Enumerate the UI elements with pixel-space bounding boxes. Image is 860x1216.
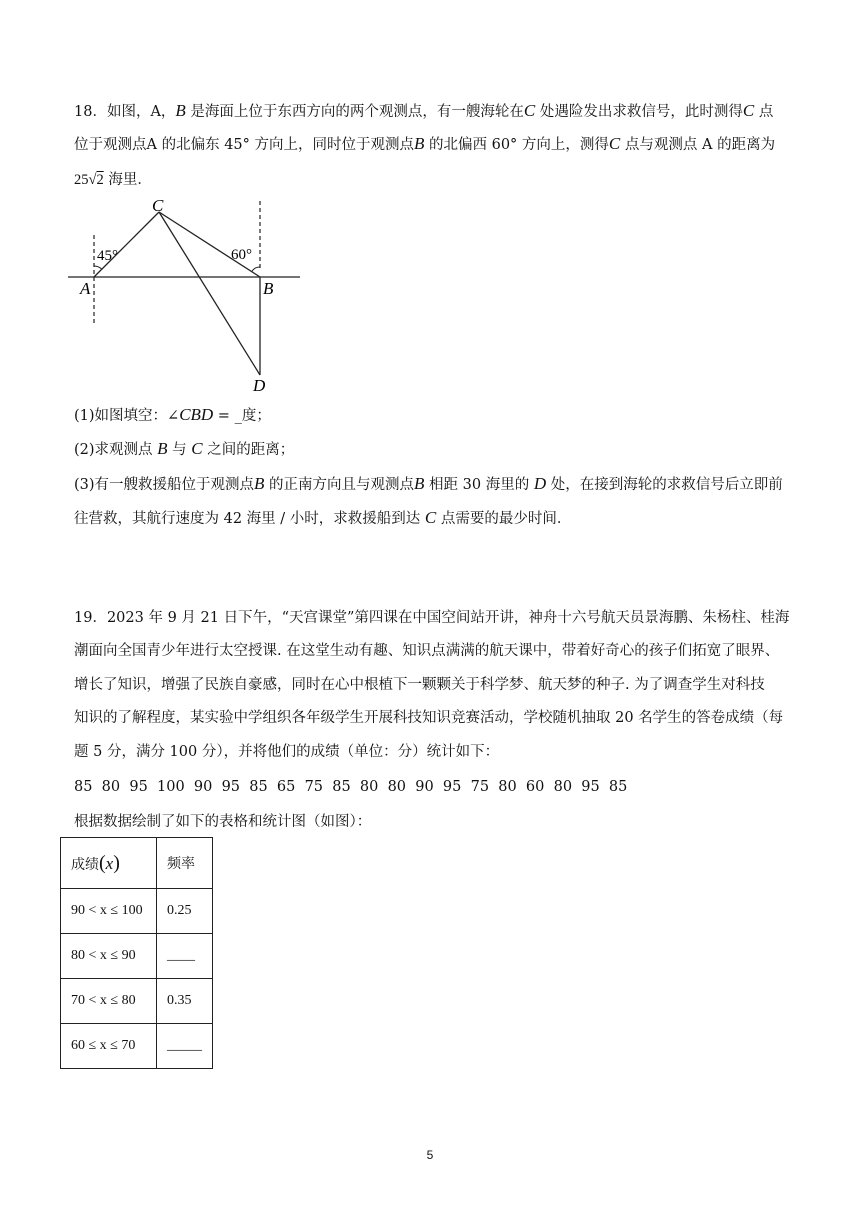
q18-sub-3-line-2: 往营救，其航行速度为 42 海里 / 小时，求救援船到达 C 点需要的最少时间． <box>74 508 572 527</box>
range-cell: 60 ≤ x ≤ 70 <box>61 1024 157 1069</box>
range-cell: 90 < x ≤ 100 <box>61 889 157 934</box>
q19-paragraph-line-5: 题 5 分，满分 100 分），并将他们的成绩（单位：分）统计如下： <box>74 744 500 760</box>
q19-paragraph-line-6: 根据数据绘制了如下的表格和统计图（如图）： <box>74 814 372 830</box>
range-cell: 70 < x ≤ 80 <box>61 979 157 1024</box>
q18-line-3: 25√2 海里． <box>74 172 152 188</box>
frequency-cell: ____ <box>157 934 213 979</box>
table-row <box>61 934 213 979</box>
frequency-cell: 0.25 <box>157 889 213 934</box>
angle-arc-b <box>252 267 260 272</box>
segment-cd <box>159 212 260 375</box>
q18-sub-1: (1)如图填空：∠CBD = _度； <box>74 405 271 424</box>
table-row <box>61 979 213 1024</box>
q18-line-2: 位于观测点A 的北偏东 45° 方向上，同时位于观测点B 的北偏西 60° 方向上，测得C 点与观测点 A 的距离为 <box>74 134 776 153</box>
sqrt-sign: √ <box>88 172 97 188</box>
q19-paragraph-line-1: 19．2023 年 9 月 21 日下午，“天宫课堂”第四课在中国空间站开讲，神舟十六号航天员景海鹏、朱杨柱、桂海 <box>74 610 790 626</box>
page-number: 5 <box>426 1148 434 1162</box>
segment-ac <box>94 212 159 277</box>
q19-paragraph-line-3: 增长了知识，增强了民族自豪感，同时在心中根植下一颗颗关于科学梦、航天梦的种子. 为了调查学生对科技 <box>74 677 765 693</box>
q19-paragraph-line-4: 知识的了解程度，某实验中学组织各年级学生开展科技知识竞赛活动，学校随机抽取 20 名学生的答卷成绩（每 <box>74 710 784 726</box>
table-row <box>61 889 213 934</box>
q19-paragraph-line-2: 潮面向全国青少年进行太空授课. 在这堂生动有趣、知识点满满的航天课中，带着好奇心的孩子们拓宽了眼界、 <box>74 643 780 659</box>
geometry-diagram <box>60 195 310 395</box>
label-d: D <box>253 376 266 395</box>
label-a: A <box>80 279 91 298</box>
q18-sub-3-line-1: (3)有一艘救援船位于观测点B 的正南方向且与观测点B 相距 30 海里的 D 处，在接到海轮的求救信号后立即前 <box>74 474 783 493</box>
q18-sub-2: (2)求观测点 B 与 C 之间的距离； <box>74 439 295 458</box>
segment-cb <box>159 212 260 277</box>
label-b: B <box>263 279 274 298</box>
table-header-row <box>61 838 213 889</box>
angle-label-60: 60° <box>231 247 252 263</box>
label-c: C <box>152 196 164 215</box>
frequency-cell: _____ <box>157 1024 213 1069</box>
q19-score-list: 85 80 95 100 90 95 85 65 75 85 80 80 90 95 75 80 60 80 95 85 <box>74 779 628 795</box>
frequency-cell: 0.35 <box>157 979 213 1024</box>
table-row <box>61 1024 213 1069</box>
q18-line-1: 18．如图，A，B 是海面上位于东西方向的两个观测点，有一艘海轮在C 处遇险发出求救信号，此时测得C 点 <box>74 101 774 120</box>
angle-label-45: 45° <box>97 248 118 264</box>
header-frequency: 频率 <box>157 838 213 889</box>
header-score: 成绩(x) <box>61 838 157 889</box>
score-frequency-table <box>60 837 213 1069</box>
range-cell: 80 < x ≤ 90 <box>61 934 157 979</box>
angle-arc-a <box>94 266 102 269</box>
